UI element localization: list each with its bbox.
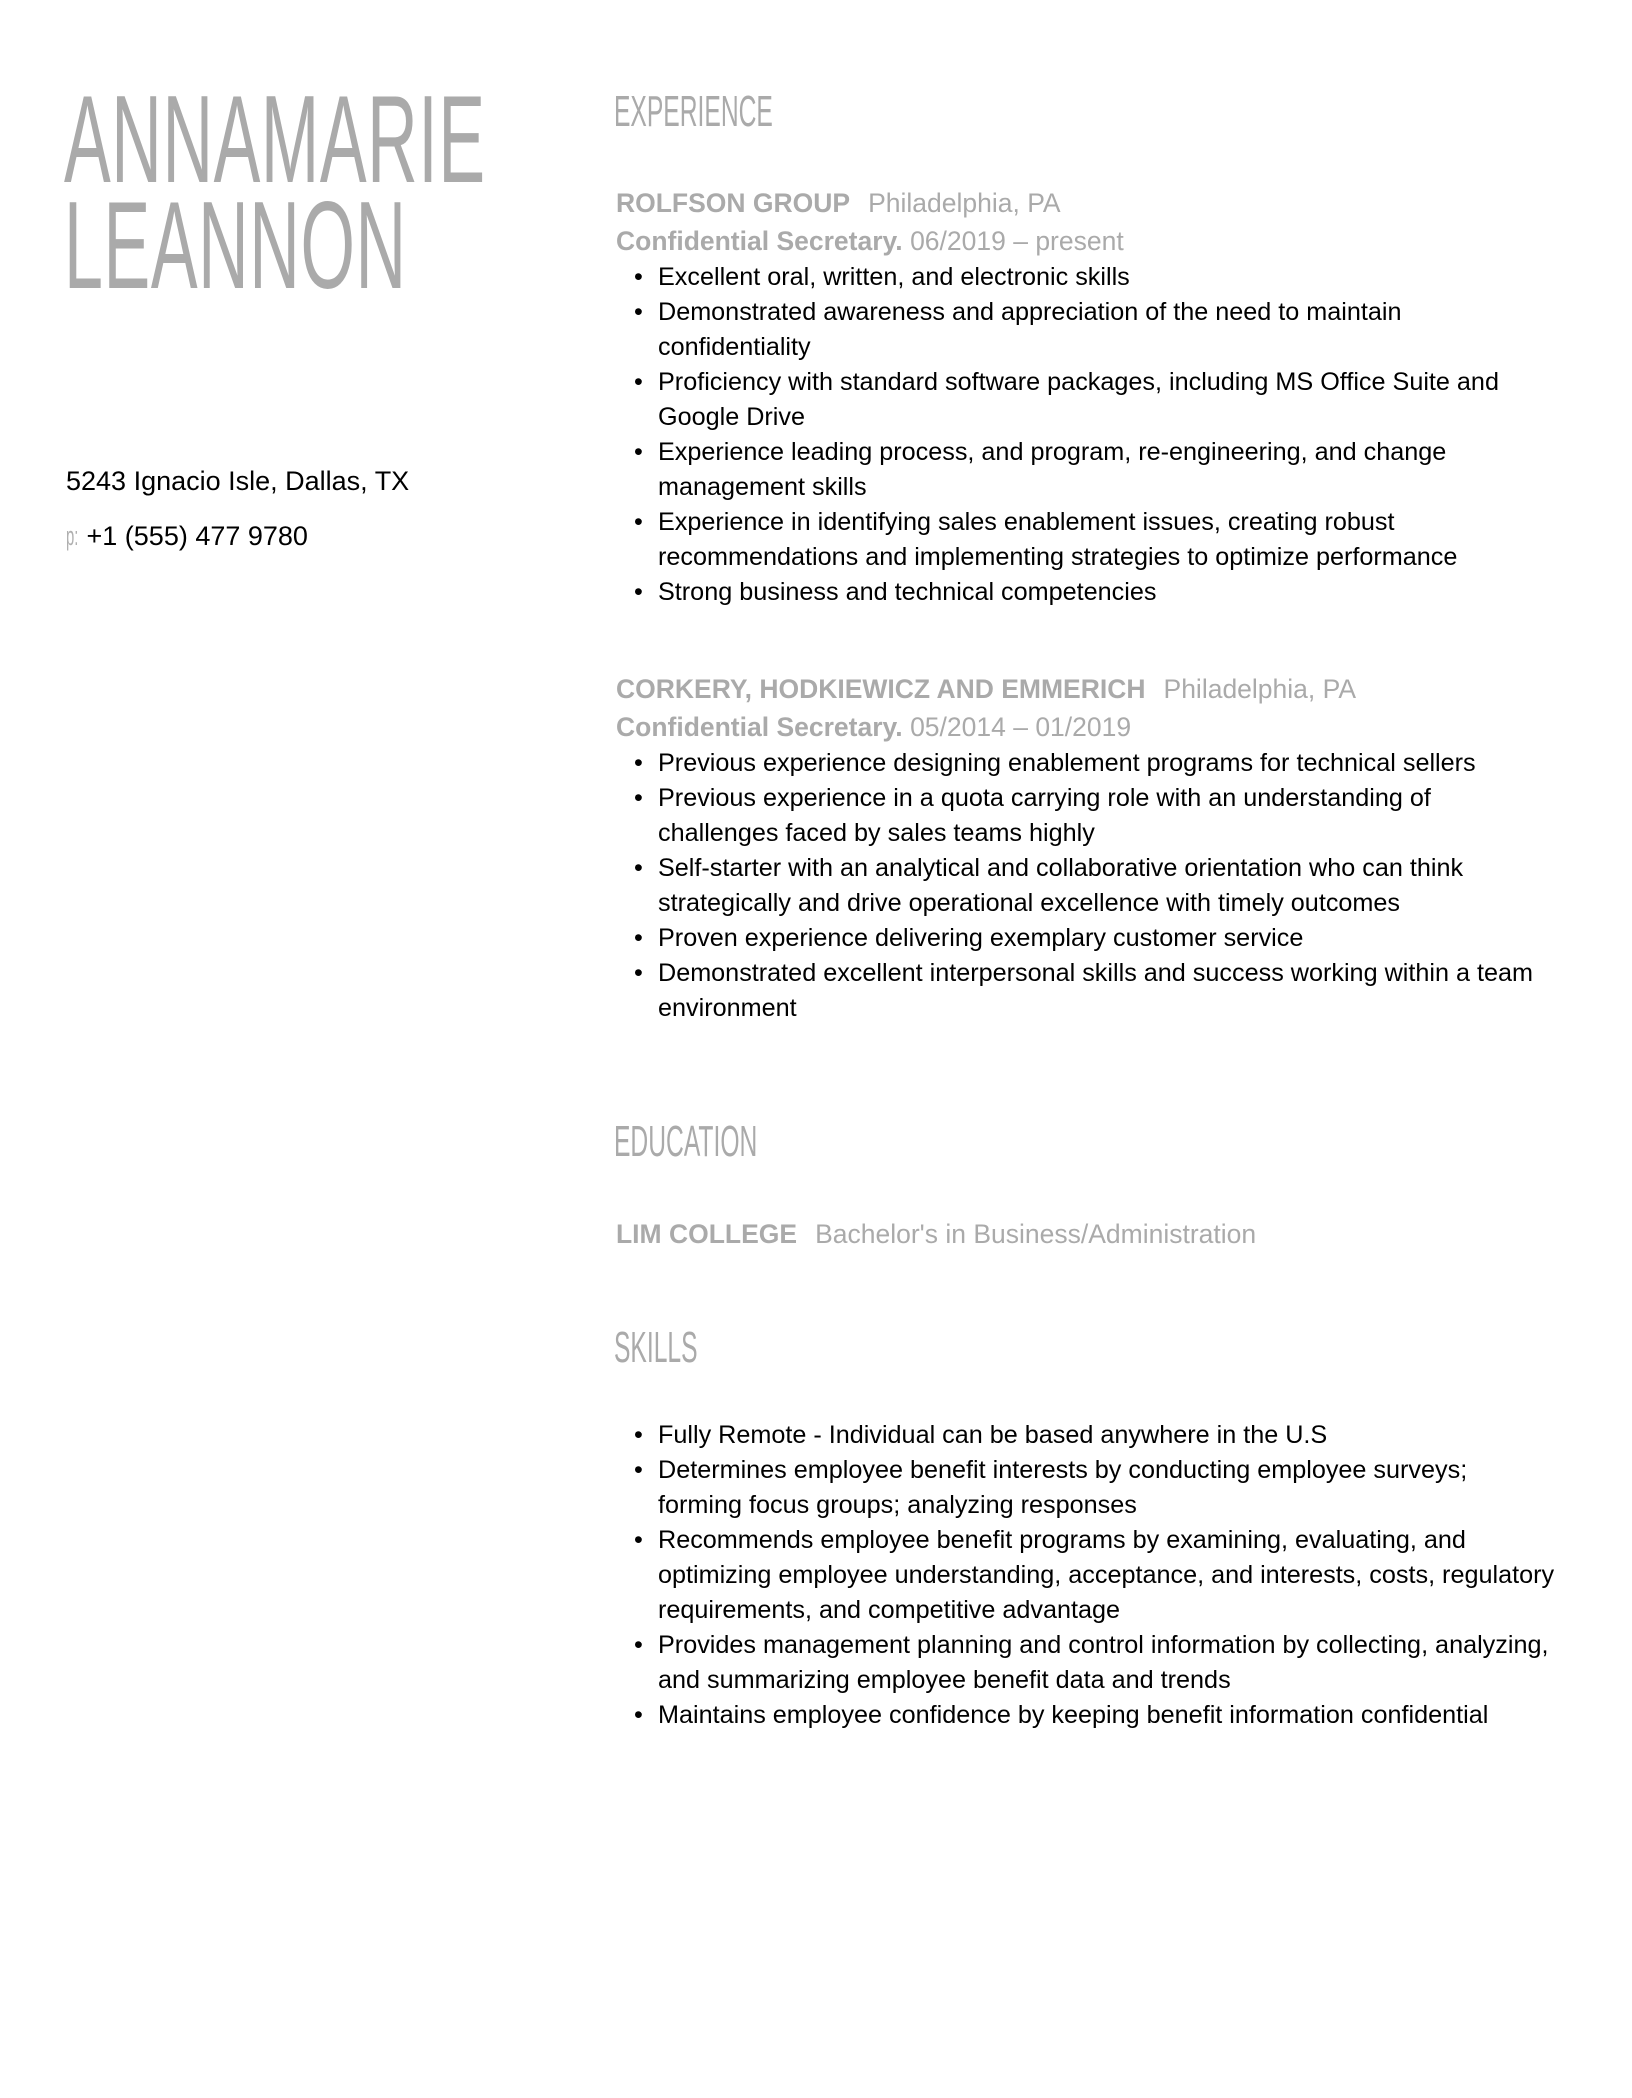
bullet-icon: • <box>634 263 643 291</box>
bullet-icon: • <box>634 854 643 882</box>
list-item <box>616 505 1558 575</box>
job-title: Confidential Secretary. <box>616 712 903 742</box>
list-item <box>616 851 1558 921</box>
bullet-text: Previous experience designing enablement programs for technical sellers <box>658 749 1476 777</box>
bullet-icon: • <box>634 1526 643 1554</box>
skills-bullet-list <box>616 1418 1576 1733</box>
bullet-text: Self-starter with an analytical and collaborative orientation who can think strategically and drive operational excellence with timely outcomes <box>658 854 1464 917</box>
bullet-icon: • <box>634 1456 643 1484</box>
job-company-row <box>616 670 1576 708</box>
bullet-icon: • <box>634 578 643 606</box>
bullet-icon: • <box>634 1701 643 1729</box>
bullet-text: Experience leading process, and program, re-engineering, and change management skills <box>658 438 1447 501</box>
list-item <box>616 575 1558 610</box>
candidate-last-name: LEANNON <box>64 177 407 315</box>
job-location: Philadelphia, PA <box>1163 674 1357 704</box>
job-company: ROLFSON GROUP <box>616 188 851 218</box>
skills-heading: SKILLS <box>614 1323 698 1372</box>
experience-heading: EXPERIENCE <box>614 87 773 136</box>
job-entry <box>616 184 1576 610</box>
list-item <box>616 260 1558 295</box>
bullet-text: Strong business and technical competencies <box>658 578 1157 606</box>
job-company: CORKERY, HODKIEWICZ AND EMMERICH <box>616 674 1146 704</box>
bullet-icon: • <box>634 1631 643 1659</box>
job-location: Philadelphia, PA <box>868 188 1061 218</box>
list-item <box>616 1698 1558 1733</box>
list-item <box>616 1523 1558 1628</box>
skills-section <box>616 1418 1576 1733</box>
bullet-icon: • <box>634 368 643 396</box>
bullet-text: Provides management planning and control information by collecting, analyzing, and summarizing employee benefit data and trends <box>658 1631 1549 1694</box>
bullet-icon: • <box>634 784 643 812</box>
bullet-text: Fully Remote - Individual can be based anywhere in the U.S <box>658 1421 1328 1449</box>
degree: Bachelor's in Business/Administration <box>815 1219 1257 1249</box>
bullet-text: Demonstrated excellent interpersonal skills and success working within a team environment <box>658 959 1533 1022</box>
job-dates: 06/2019 – present <box>910 226 1124 256</box>
job-title-row <box>616 708 1576 746</box>
bullet-icon: • <box>634 924 643 952</box>
phone-row <box>66 523 308 550</box>
list-item <box>616 1453 1558 1523</box>
bullet-text: Experience in identifying sales enablement issues, creating robust recommendations and implementing strategies to optimize performance <box>658 508 1458 571</box>
bullet-text: Maintains employee confidence by keeping benefit information confidential <box>658 1701 1489 1729</box>
job-bullet-list <box>616 260 1576 610</box>
list-item <box>616 1418 1558 1453</box>
candidate-first-name: ANNAMARIE <box>64 71 486 209</box>
phone-number: +1 (555) 477 9780 <box>86 521 308 551</box>
list-item <box>616 295 1558 365</box>
list-item <box>616 1628 1558 1698</box>
bullet-icon: • <box>634 959 643 987</box>
school-name: LIM COLLEGE <box>616 1219 798 1249</box>
bullet-text: Proven experience delivering exemplary customer service <box>658 924 1304 952</box>
list-item <box>616 956 1558 1026</box>
bullet-icon: • <box>634 749 643 777</box>
bullet-text: Excellent oral, written, and electronic skills <box>658 263 1130 291</box>
job-entry <box>616 670 1576 1026</box>
list-item <box>616 921 1558 956</box>
education-heading: EDUCATION <box>614 1117 758 1166</box>
bullet-icon: • <box>634 298 643 326</box>
job-bullet-list <box>616 746 1576 1026</box>
list-item <box>616 746 1558 781</box>
list-item <box>616 435 1558 505</box>
bullet-icon: • <box>634 1421 643 1449</box>
bullet-icon: • <box>634 508 643 536</box>
job-title: Confidential Secretary. <box>616 226 903 256</box>
job-company-row <box>616 184 1576 222</box>
bullet-text: Previous experience in a quota carrying role with an understanding of challenges faced by sales teams highly <box>658 784 1431 847</box>
job-dates: 05/2014 – 01/2019 <box>910 712 1132 742</box>
education-entry <box>616 1215 1256 1253</box>
address: 5243 Ignacio Isle, Dallas, TX <box>66 466 410 496</box>
phone-label: p: <box>66 521 79 551</box>
list-item <box>616 365 1558 435</box>
bullet-text: Determines employee benefit interests by conducting employee surveys; forming focus groups; analyzing responses <box>658 1456 1468 1519</box>
bullet-icon: • <box>634 438 643 466</box>
job-title-row <box>616 222 1576 260</box>
bullet-text: Demonstrated awareness and appreciation of the need to maintain confidentiality <box>658 298 1402 361</box>
bullet-text: Recommends employee benefit programs by examining, evaluating, and optimizing employee understanding, acceptance, and interests, costs, regulatory requirements, and competitive advantage <box>658 1526 1555 1624</box>
list-item <box>616 781 1558 851</box>
bullet-text: Proficiency with standard software packages, including MS Office Suite and Google Drive <box>658 368 1499 431</box>
